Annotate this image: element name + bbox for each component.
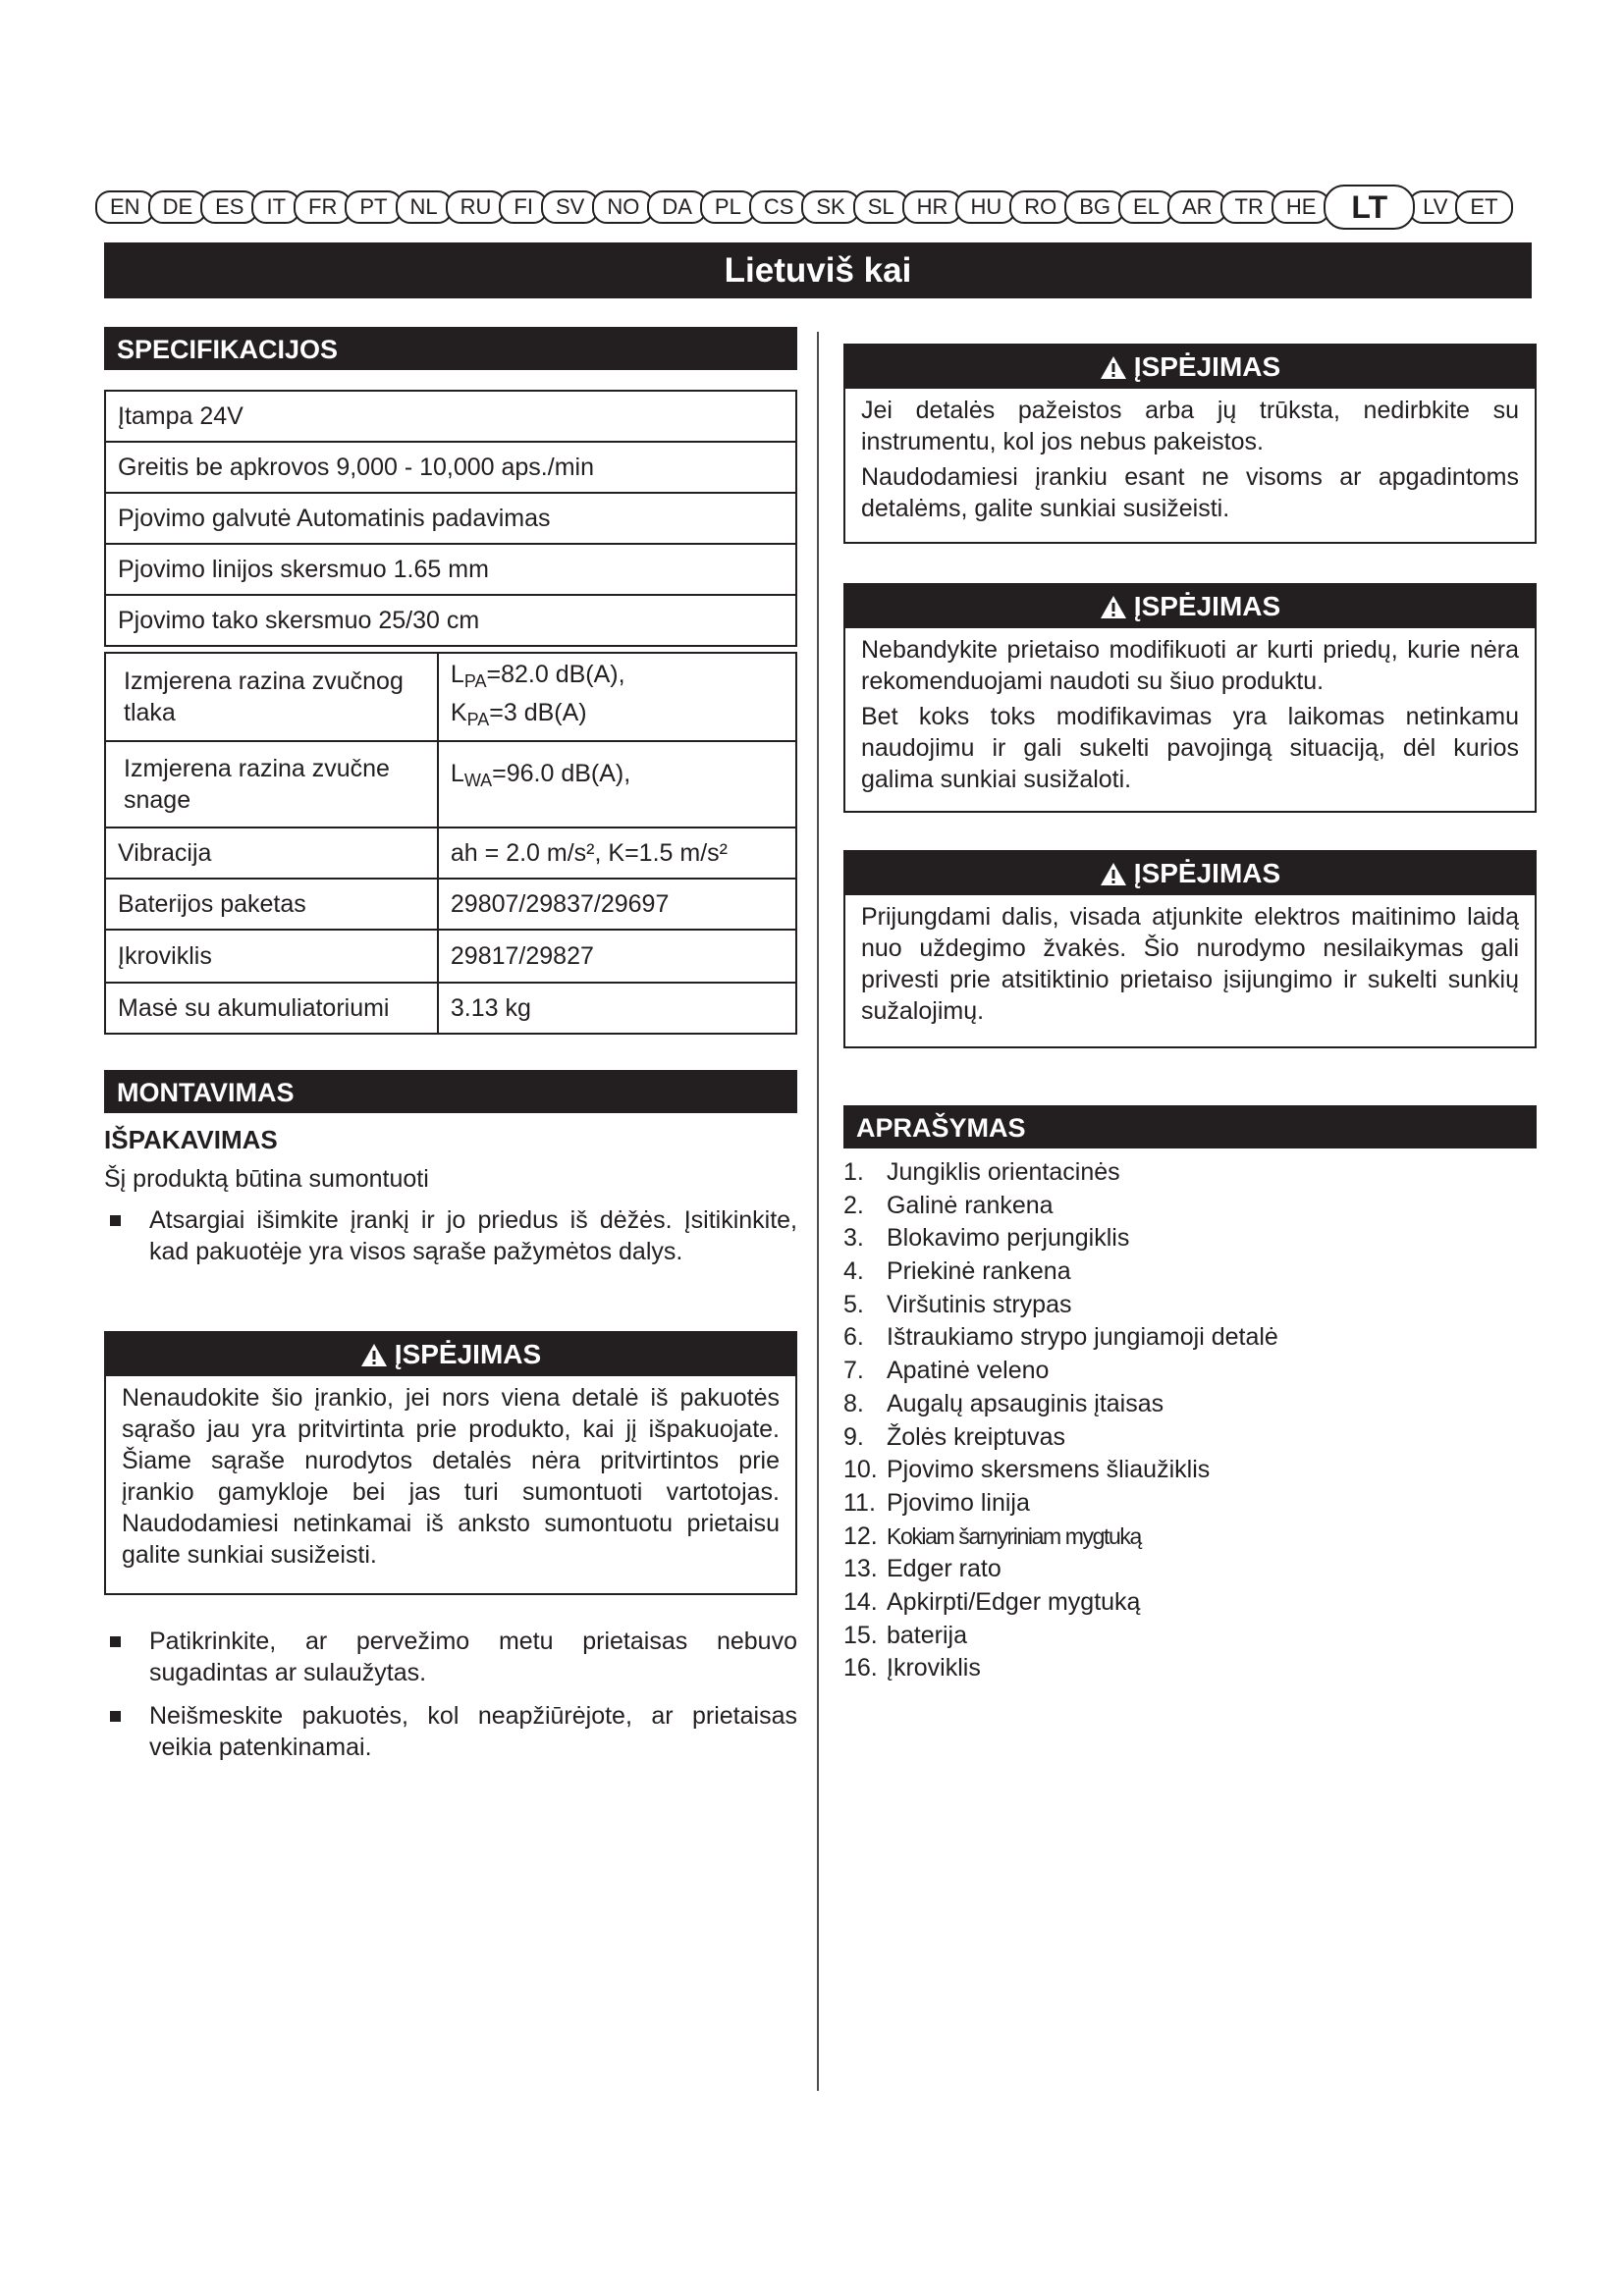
- spec-row: [105, 442, 796, 493]
- warning-box-2: [843, 583, 1537, 813]
- spec-row: [105, 828, 796, 879]
- column-divider: [817, 332, 819, 2091]
- spec-value: 3.13 kg: [438, 983, 796, 1034]
- spec-row: [105, 391, 796, 442]
- lang-tab-ro[interactable]: RO: [1009, 190, 1071, 224]
- lang-tab-nl[interactable]: NL: [396, 190, 453, 224]
- warning-body: Nebandykite prietaiso modifikuoti ar kurti priedų, kurie nėra rekomenduojami naudoti su šiuo produktu. Bet koks toks modifikavimas yra laikomas netinkamu naudojimu ir gali sukelti pavojingą situaciją, dėl kurios galima sunkiai susižaloti.: [861, 636, 1519, 793]
- lang-tab-he[interactable]: HE: [1272, 190, 1331, 224]
- warning-triangle-icon: [1100, 862, 1127, 886]
- language-tabs: [95, 187, 1540, 228]
- lang-tab-pt[interactable]: PT: [345, 190, 402, 224]
- spec-label: Pjovimo tako skersmuo 25/30 cm: [105, 595, 796, 646]
- ispakavimas-subheading: IŠPAKAVIMAS: [104, 1125, 278, 1154]
- spec-heading: SPECIFIKACIJOS: [104, 327, 797, 370]
- list-item: 1. Jungiklis orientacinės: [843, 1158, 1120, 1186]
- lang-tab-da[interactable]: DA: [647, 190, 707, 224]
- intro-text: Šį produktą būtina sumontuoti: [104, 1165, 429, 1193]
- lang-tab-el[interactable]: EL: [1118, 190, 1174, 224]
- warning-triangle-icon: [360, 1343, 388, 1367]
- list-item: 2. Galinė rankena: [843, 1191, 1054, 1219]
- spec-table-1: [104, 390, 797, 647]
- lang-tab-it[interactable]: IT: [251, 190, 300, 224]
- spec-row: [105, 983, 796, 1034]
- list-item: 15. baterija: [843, 1621, 967, 1649]
- lang-tab-fi[interactable]: FI: [499, 190, 548, 224]
- lang-tab-tr[interactable]: TR: [1220, 190, 1278, 224]
- warning-box-1: [843, 344, 1537, 544]
- lang-tab-cs[interactable]: CS: [749, 190, 809, 224]
- list-item: 3. Blokavimo perjungiklis: [843, 1224, 1130, 1253]
- warning-triangle-icon: [1100, 355, 1127, 380]
- list-item: 16. Įkroviklis: [843, 1654, 981, 1682]
- lang-tab-sv[interactable]: SV: [541, 190, 599, 224]
- spec-row: [105, 493, 796, 544]
- spec-value: ah = 2.0 m/s², K=1.5 m/s²: [438, 828, 796, 879]
- warning-body: Nenaudokite šio įrankio, jei nors viena detalė iš pakuotės sąrašo jau yra pritvirtinta prie produkto, kai jį išpakuojate. Šiame sąraše nurodytos detalės nėra pritvirtintos prie įrankio gamykloje bei jas turi sumontuoti vartotojas. Naudodamiesi netinkamai iš anksto sumontuotu prietaisu galite sunkiai susižeisti.: [122, 1384, 780, 1569]
- list-item: 13. Edger rato: [843, 1555, 1001, 1583]
- lang-tab-es[interactable]: ES: [200, 190, 258, 224]
- bullet-square-icon: [110, 1215, 121, 1226]
- bullet-item: Atsargiai išimkite įrankį ir jo priedus iš dėžės. Įsitikinkite, kad pakuotėje yra visos sąraše pažymėtos dalys.: [149, 1204, 797, 1267]
- lang-tab-de[interactable]: DE: [148, 190, 208, 224]
- lang-tab-sl[interactable]: SL: [853, 190, 909, 224]
- warning-header: ĮSPĖJIMAS: [845, 585, 1535, 628]
- spec-row: [105, 595, 796, 646]
- list-item: 7. Apatinė veleno: [843, 1357, 1050, 1385]
- lang-tab-ru[interactable]: RU: [446, 190, 507, 224]
- spec-row: [105, 544, 796, 595]
- warning-body: Prijungdami dalis, visada atjunkite elektros maitinimo laidą nuo uždegimo žvakės. Šio nurodymo nesilaikymas gali privesti prie atsitiktinio prietaiso įsijungimo ir sukelti sunkių sužalojimų.: [861, 903, 1519, 1025]
- spec-label: Pjovimo galvutė Automatinis padavimas: [105, 493, 796, 544]
- lang-tab-no[interactable]: NO: [592, 190, 654, 224]
- warning-header: ĮSPĖJIMAS: [845, 852, 1535, 895]
- warning-box-montavimas: [104, 1331, 797, 1595]
- bullet-square-icon: [110, 1636, 121, 1647]
- spec-row: [105, 653, 796, 741]
- list-item: 9. Žolės kreiptuvas: [843, 1422, 1066, 1451]
- warning-body: Jei detalės pažeistos arba jų trūksta, nedirbkite su instrumentu, kol jos nebus pakeistos. Naudodamiesi įrankiu esant ne visoms ar apgadintoms detalėms, galite sunkiai susižeisti.: [861, 397, 1519, 522]
- list-item: 11. Pjovimo linija: [843, 1488, 1030, 1517]
- spec-label: Baterijos paketas: [105, 879, 438, 930]
- spec-label: Vibracija: [105, 828, 438, 879]
- spec-table-2: [104, 652, 797, 1035]
- page-title: Lietuviš kai: [104, 242, 1532, 298]
- lang-tab-sk[interactable]: SK: [801, 190, 859, 224]
- spec-row: [105, 741, 796, 828]
- list-item: 10. Pjovimo skersmens šliaužiklis: [843, 1456, 1211, 1484]
- bullet-item: Patikrinkite, ar pervežimo metu prietaisas nebuvo sugadintas ar sulaužytas.: [149, 1626, 797, 1688]
- spec-value: 29817/29827: [438, 930, 796, 983]
- lang-tab-fr[interactable]: FR: [294, 190, 352, 224]
- spec-label: Masė su akumuliatoriumi: [105, 983, 438, 1034]
- aprasymas-heading: APRAŠYMAS: [843, 1105, 1537, 1148]
- spec-label: Įtampa 24V: [105, 391, 796, 442]
- spec-row: [105, 879, 796, 930]
- lang-tab-en[interactable]: EN: [95, 190, 155, 224]
- montavimas-heading: MONTAVIMAS: [104, 1070, 797, 1113]
- list-item: 6. Ištraukiamo strypo jungiamoji detalė: [843, 1323, 1278, 1352]
- spec-value: $L_{PA}=82.0$ dB(A), $K_{PA}=3$ dB(A): [438, 653, 796, 741]
- warning-header: ĮSPĖJIMAS: [845, 346, 1535, 389]
- warning-triangle-icon: [1100, 595, 1127, 619]
- spec-value: $L_{WA}=96.0$ dB(A),: [438, 741, 796, 828]
- lang-tab-hr[interactable]: HR: [902, 190, 963, 224]
- spec-label: Izmjerena razina zvučnog tlaka: [105, 653, 438, 741]
- lang-tab-ar[interactable]: AR: [1167, 190, 1227, 224]
- list-item: 5. Viršutinis strypas: [843, 1290, 1072, 1318]
- spec-label: Izmjerena razina zvučne snage: [105, 741, 438, 828]
- spec-label: Įkroviklis: [105, 930, 438, 983]
- spec-value: 29807/29837/29697: [438, 879, 796, 930]
- bullet-item: Neišmeskite pakuotės, kol neapžiūrėjote, ar prietaisas veikia patenkinamai.: [149, 1700, 797, 1763]
- lang-tab-hu[interactable]: HU: [955, 190, 1016, 224]
- warning-box-3: [843, 850, 1537, 1048]
- lang-tab-lt-active[interactable]: LT: [1324, 185, 1415, 230]
- lang-tab-bg[interactable]: BG: [1064, 190, 1125, 224]
- spec-label: Greitis be apkrovos 9,000 - 10,000 aps./min: [105, 442, 796, 493]
- warning-header: ĮSPĖJIMAS: [106, 1333, 795, 1376]
- spec-row: [105, 930, 796, 983]
- spec-label: Pjovimo linijos skersmuo 1.65 mm: [105, 544, 796, 595]
- list-item: 14. Apkirpti/Edger mygtuką: [843, 1587, 1141, 1616]
- bullet-square-icon: [110, 1711, 121, 1722]
- lang-tab-pl[interactable]: PL: [700, 190, 756, 224]
- lang-tab-lv[interactable]: LV: [1408, 190, 1462, 224]
- lang-tab-et[interactable]: ET: [1455, 190, 1512, 224]
- list-item: 8. Augalų apsauginis įtaisas: [843, 1389, 1164, 1417]
- list-item: 4. Priekinė rankena: [843, 1257, 1071, 1286]
- list-item: 12. Kokiam šarnyriniam mygtuką: [843, 1522, 1141, 1550]
- parts-list: [843, 1156, 1537, 1685]
